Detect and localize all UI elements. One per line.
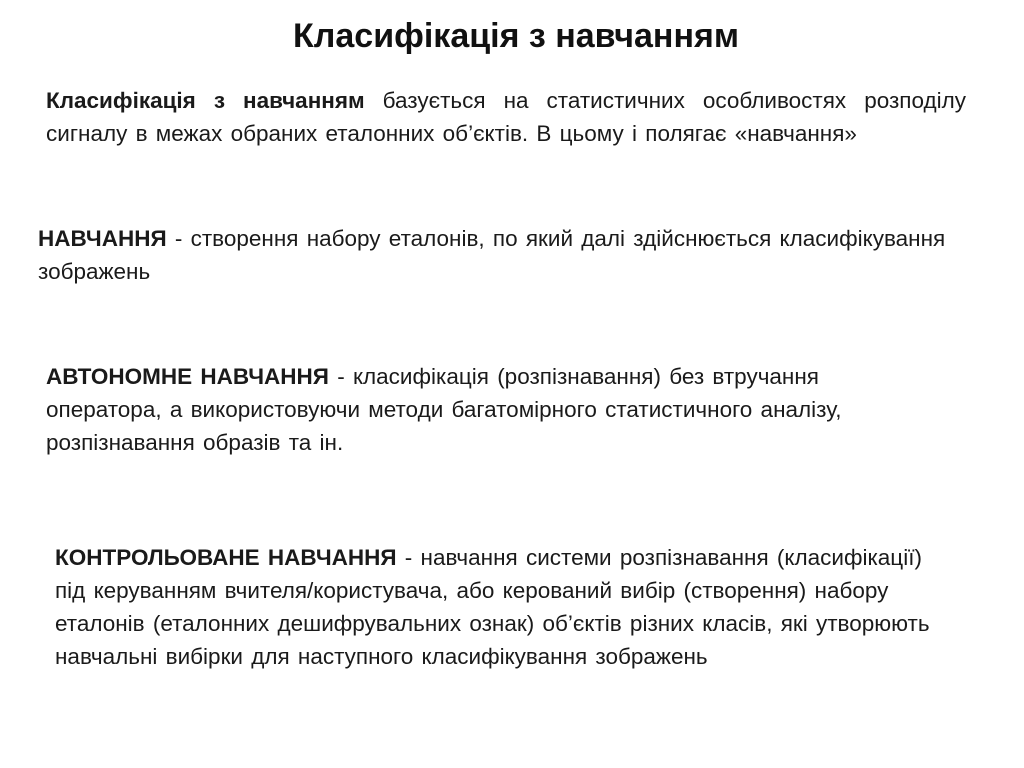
slide-title: Класифікація з навчанням [293, 17, 739, 55]
intro-text: базується на статистичних особливостях розподілу сигналу в межах обраних еталонних об’єктів. В цьому і полягає «навчання» [46, 88, 966, 146]
intro-term: Класифікація з навчанням [46, 88, 365, 113]
training-text: - створення набору еталонів, по який далі здійснюється класифікування зображень [38, 226, 946, 284]
controlled-training-definition [55, 541, 945, 673]
intro-paragraph [46, 84, 966, 150]
autonomous-training-text: - класифікація (розпізнавання) без втручання оператора, а використовуючи методи багатомірного статистичного аналізу, розпізнавання образів та ін. [46, 364, 842, 455]
autonomous-training-term: АВТОНОМНЕ НАВЧАННЯ [46, 364, 329, 389]
training-definition [38, 222, 948, 288]
controlled-training-text: - навчання системи розпізнавання (класифікації) під керуванням вчителя/користувача, або керований вибір (створення) набору еталонів (еталонних дешифрувальних ознак) об’єктів різних класів, які утворюють навчальні вибірки для наступного класифікування зображень [55, 545, 930, 669]
training-term: НАВЧАННЯ [38, 226, 167, 251]
autonomous-training-definition [46, 360, 876, 459]
controlled-training-term: КОНТРОЛЬОВАНЕ НАВЧАННЯ [55, 545, 397, 570]
